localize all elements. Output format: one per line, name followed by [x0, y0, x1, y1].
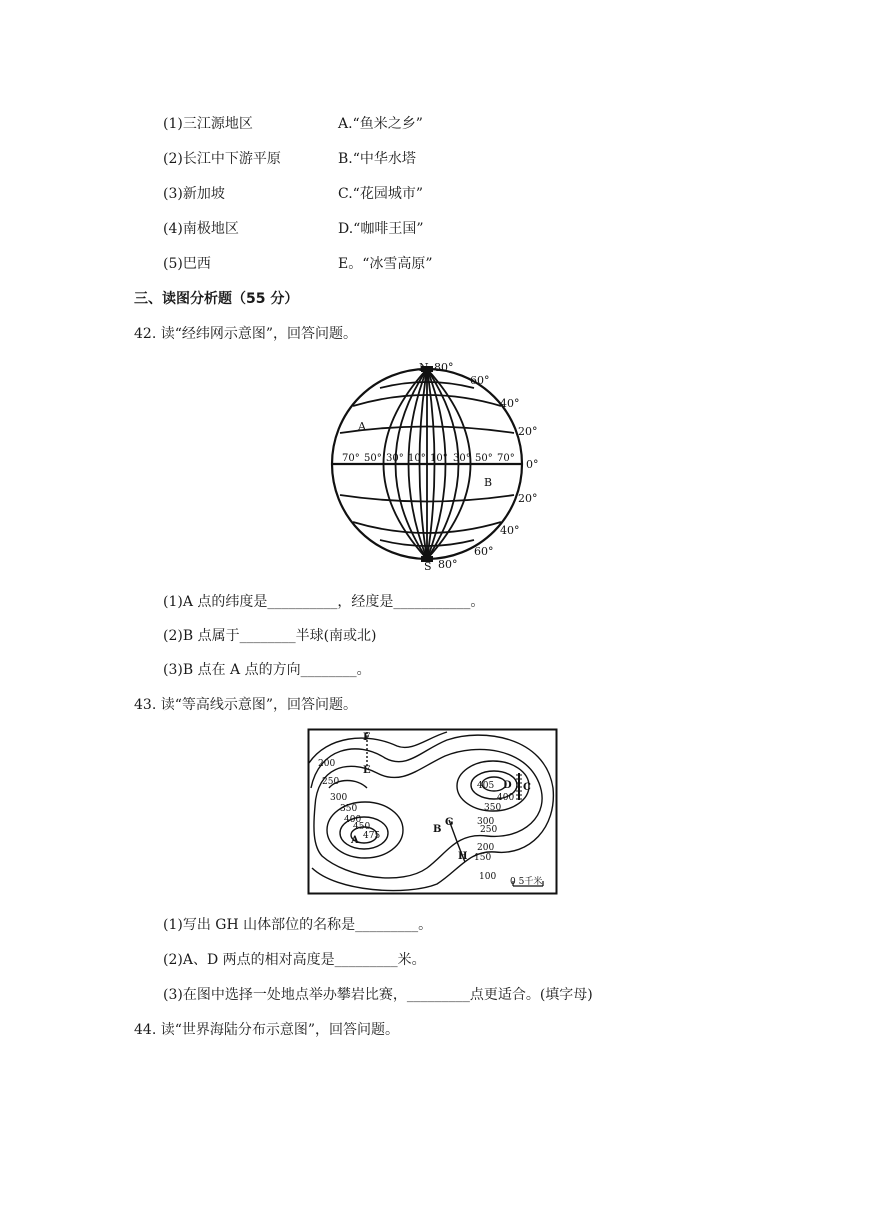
map-point-e: E — [363, 765, 371, 776]
contour-label-200-right: 200 — [477, 843, 495, 853]
contour-label-200-left: 200 — [318, 759, 336, 769]
map-point-c: C — [523, 782, 531, 793]
globe-lat-s40: 40° — [500, 524, 520, 537]
globe-point-b: B — [484, 476, 493, 489]
contour-label-100: 100 — [479, 872, 497, 882]
globe-lon-w70: 70° — [342, 453, 360, 464]
match-left-4: (4)南极地区 — [163, 221, 239, 237]
map-scale-label: 0 5千米 — [510, 877, 543, 887]
section-title: 三、读图分析题（55 分） — [134, 291, 299, 307]
globe-lon-e50: 50° — [475, 453, 493, 464]
contour-label-250-right: 250 — [480, 825, 498, 835]
match-right-1: A.“鱼米之乡” — [338, 116, 423, 132]
contour-label-250-left: 250 — [322, 777, 340, 787]
match-right-2: B.“中华水塔 — [338, 151, 416, 167]
map-point-b: B — [433, 824, 442, 835]
globe-lon-w10: 10° — [408, 453, 426, 464]
globe-lon-e70: 70° — [497, 453, 515, 464]
map-point-f: F — [363, 732, 371, 743]
globe-lat-n60: 60° — [470, 374, 490, 387]
contour-label-405: 405 — [477, 781, 495, 791]
globe-bottom-80-label: 80° — [438, 558, 458, 571]
match-left-3: (3)新加坡 — [163, 186, 225, 202]
contour-label-400-left: 400 — [344, 815, 362, 825]
globe-lon-w30: 30° — [386, 453, 404, 464]
q42-sub2: (2)B 点属于________半球(南或北) — [163, 628, 377, 644]
match-right-3: C.“花园城市” — [338, 186, 423, 202]
contour-label-300-right: 300 — [477, 817, 495, 827]
contour-label-350-left: 350 — [340, 804, 358, 814]
match-right-5: E。“冰雪高原” — [338, 256, 433, 272]
globe-lon-e10: 10° — [430, 453, 448, 464]
match-right-4: D.“咖啡王国” — [338, 221, 424, 237]
q43-sub3: (3)在图中选择一处地点举办攀岩比赛，_________点更适合。(填字母) — [163, 987, 593, 1003]
contour-label-400-right: 400 — [497, 793, 515, 803]
globe-lat-s20: 20° — [518, 492, 538, 505]
globe-equator-label: 0° — [526, 458, 539, 471]
match-left-5: (5)巴西 — [163, 256, 211, 272]
map-point-d: D — [503, 780, 512, 791]
contour-label-350-right: 350 — [484, 803, 502, 813]
q42-sub3: (3)B 点在 A 点的方向________。 — [163, 662, 371, 678]
contour-label-300-left: 300 — [330, 793, 348, 803]
globe-lat-n40: 40° — [500, 397, 520, 410]
q42-stem: 42. 读“经纬网示意图”，回答问题。 — [134, 326, 358, 342]
globe-lat-n20: 20° — [518, 425, 538, 438]
globe-lon-w50: 50° — [364, 453, 382, 464]
graticule-globe-figure — [320, 358, 550, 573]
q43-sub1: (1)写出 GH 山体部位的名称是_________。 — [163, 917, 433, 933]
q44-stem: 44. 读“世界海陆分布示意图”，回答问题。 — [134, 1022, 400, 1038]
globe-north-label: N — [419, 361, 429, 374]
contour-label-150: 150 — [474, 853, 492, 863]
map-point-h: H — [458, 851, 468, 862]
globe-lat-s60: 60° — [474, 545, 494, 558]
match-left-1: (1)三江源地区 — [163, 116, 253, 132]
map-point-g: G — [445, 817, 454, 828]
globe-top-80-label: 80° — [434, 361, 454, 374]
contour-label-475: 475 — [363, 831, 381, 841]
map-point-a: A — [351, 835, 359, 846]
match-left-2: (2)长江中下游平原 — [163, 151, 281, 167]
globe-point-a: A — [358, 420, 366, 433]
q42-sub1: (1)A 点的纬度是__________，经度是___________。 — [163, 594, 485, 610]
q43-sub2: (2)A、D 两点的相对高度是_________米。 — [163, 952, 426, 968]
contour-map-figure — [307, 728, 559, 896]
globe-south-label: S — [424, 560, 432, 573]
globe-lon-e30: 30° — [453, 453, 471, 464]
contour-label-450: 450 — [353, 822, 371, 832]
q43-stem: 43. 读“等高线示意图”，回答问题。 — [134, 697, 358, 713]
